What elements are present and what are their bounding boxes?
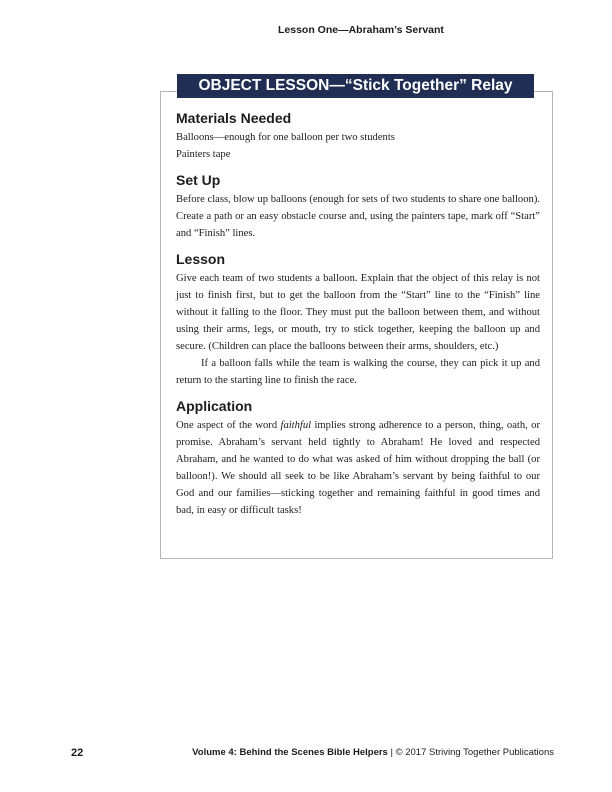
lesson-heading: Lesson — [176, 251, 226, 267]
setup-section — [176, 172, 540, 242]
footer-separator: | — [387, 747, 396, 758]
object-lesson-banner: OBJECT LESSON—“Stick Together” Relay — [177, 74, 534, 98]
application-text-end: implies strong adherence to a person, thing, oath, or promise. Abraham’s servant held tightly to Abraham! He loved and respected Abraham, and he wanted to do what was asked of him without dropping the ball (or balloon!). We should all seek to be like Abraham’s servant by being faithful to our God and our families—sticking together and remaining faithful in good times and bad, in easy or difficult tasks! — [176, 420, 540, 516]
setup-heading: Set Up — [176, 172, 221, 188]
object-lesson-content — [176, 110, 540, 528]
footer-credit — [192, 747, 554, 758]
lesson-paragraph: If a balloon falls while the team is walking the course, they can pick it up and return to the starting line to finish the race. — [176, 358, 540, 386]
application-heading: Application — [176, 398, 253, 414]
running-title: Lesson One—Abraham’s Servant — [278, 24, 444, 36]
book-title: Volume 4: Behind the Scenes Bible Helpers — [192, 747, 388, 758]
lesson-section — [176, 251, 540, 389]
materials-item: Balloons—enough for one balloon per two students — [176, 132, 395, 143]
materials-item: Painters tape — [176, 149, 231, 160]
page-number: 22 — [71, 747, 84, 759]
setup-text: Before class, blow up balloons (enough for sets of two students to share one balloon). Create a path or an easy obstacle course and, using the painters tape, mark off “Start” and “Finish” lines. — [176, 194, 540, 239]
materials-section — [176, 110, 540, 163]
application-text-start: One aspect of the word — [176, 420, 281, 431]
application-text — [176, 417, 540, 519]
lesson-paragraph: Give each team of two students a balloon. Explain that the object of this relay is not just to finish first, but to get the balloon from the “Start” line to the “Finish” line without it falling to the floor. They must put the balloon between them, and without using their arms, legs, or mouth, try to stick together, keeping the balloon up and secure. (Children can place the balloons between their arms, shoulders, etc.) — [176, 273, 540, 352]
application-section — [176, 398, 540, 519]
copyright: © 2017 Striving Together Publications — [395, 747, 554, 758]
application-emphasis: faithful — [280, 420, 312, 431]
materials-heading: Materials Needed — [176, 110, 292, 126]
